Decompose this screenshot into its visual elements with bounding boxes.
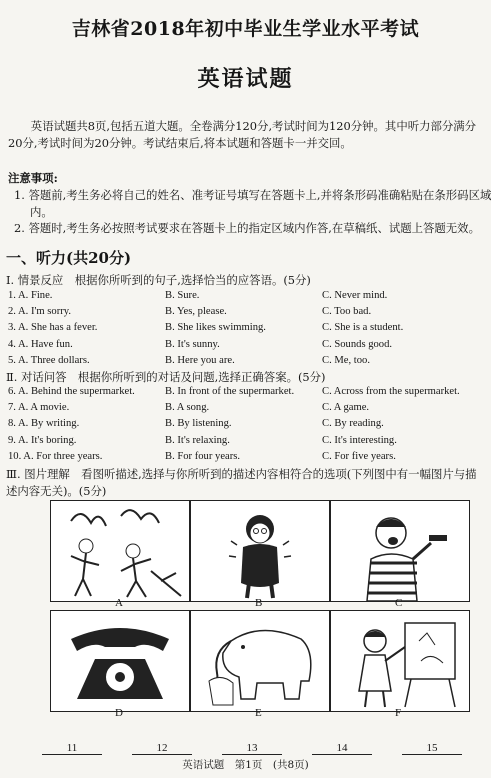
question-option: 6. A. Behind the supermarket. [8,386,135,397]
question-option: 10. A. For three years. [8,450,103,462]
singing-boy-illustration [331,501,469,601]
picture-f [330,610,470,712]
picture-d [50,610,190,712]
answer-blank[interactable]: 13 [222,742,282,755]
question-option: 2. A. I'm sorry. [8,306,72,318]
page-footer: 英语试题 第1页 (共8页) [182,759,309,771]
question-option: 9. A. It's boring. [8,434,77,446]
answer-blank[interactable]: 14 [312,742,372,755]
picture-label: E [255,707,262,719]
question-option: C. Across from the supermarket. [322,386,460,397]
question-option: 7. A. A movie. [8,402,70,414]
answer-blank[interactable]: 12 [132,742,192,755]
notes-heading: 注意事项: [8,171,58,185]
question-option: C. She is a student. [322,322,404,334]
question-option: C. Never mind. [322,290,388,301]
question-option: B. She likes swimming. [165,322,266,334]
question-option: 4. A. Have fun. [8,338,73,350]
picture-label: F [395,707,402,719]
exam-intro: 英语试题共8页,包括五道大题。全卷满分120分,考试时间为120分钟。其中听力部分满分20分,考试时间为20分钟。考试结束后,将本试题和答题卡一并交回。 [8,119,477,150]
note-2: 2. 答题时,考生务必按照考试要求在答题卡上的指定区域内作答,在草稿纸、试题上答题无效。 [14,221,480,235]
elephants-illustration [191,611,329,711]
telephone-illustration [51,611,189,711]
question-option: 8. A. By writing. [8,418,80,430]
exam-subtitle: 英语试题 [197,66,294,92]
painting-girl-illustration [331,611,469,711]
question-option: C. By reading. [322,418,384,430]
question-option: B. In front of the supermarket. [165,386,295,397]
part3-heading: Ⅲ. 图片理解 看图听描述,选择与你所听到的描述内容相符合的选项(下列图中有一幅图片与描述内容无关)。(5分) [6,467,477,498]
answer-blank[interactable]: 15 [402,742,462,755]
question-option: B. It's relaxing. [165,434,230,446]
question-option: B. For four years. [165,450,241,462]
part1-heading: Ⅰ. 情景反应 根据你所听到的句子,选择恰当的应答语。(5分) [6,273,311,287]
picture-e [190,610,330,712]
question-option: 3. A. She has a fever. [8,322,98,334]
picture-label: D [115,707,123,719]
picture-c [330,500,470,602]
question-option: B. A song. [165,402,210,414]
picture-a [50,500,190,602]
question-option: C. Too bad. [322,306,372,318]
picture-label: C [395,597,403,609]
question-option: C. For five years. [322,450,396,462]
question-option: C. It's interesting. [322,434,397,446]
picture-label: B [255,597,263,609]
answer-blank[interactable]: 11 [42,742,102,755]
note-1: 1. 答题前,考生务必将自己的姓名、准考证号填写在答题卡上,并将条形码准确粘贴在条形码区域内。 [14,188,491,219]
picture-label: A [115,597,123,609]
question-option: 1. A. Fine. [8,290,53,301]
fire-scene-illustration [51,501,189,601]
cold-person-illustration [191,501,329,601]
question-option: B. Here you are. [165,354,235,366]
question-option: C. Sounds good. [322,338,393,350]
question-option: B. It's sunny. [165,338,220,350]
question-option: C. A game. [322,402,370,414]
question-option: 5. A. Three dollars. [8,354,90,366]
question-option: B. Sure. [165,290,200,301]
question-option: C. Me, too. [322,354,370,366]
question-option: B. Yes, please. [165,306,227,318]
picture-b [190,500,330,602]
question-option: B. By listening. [165,418,232,430]
exam-title: 吉林省2018年初中毕业生学业水平考试 [71,18,420,40]
part2-heading: Ⅱ. 对话问答 根据你所听到的对话及问题,选择正确答案。(5分) [6,370,326,384]
section-listening-heading: 一、听力(共20分) [6,249,132,267]
